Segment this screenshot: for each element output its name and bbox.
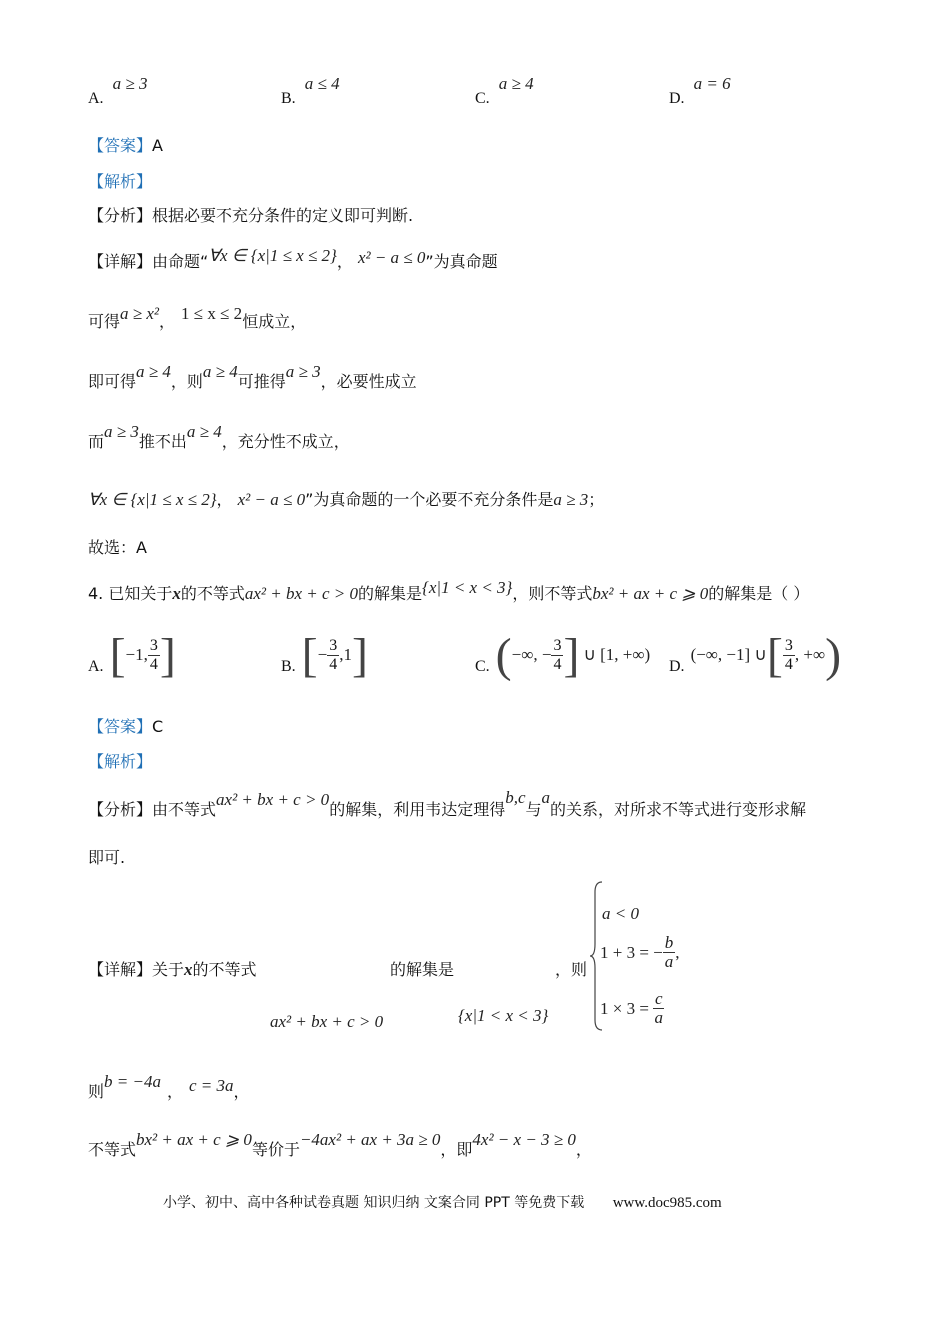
math: a ≥ 3 [104,422,139,441]
text: 则 [88,1082,105,1101]
system-eq-1 [602,904,639,924]
text: 不等式 [88,1140,137,1159]
math: a < 0 [602,904,639,923]
q4-detail-line-2 [88,1072,250,1102]
option-letter: D. [669,658,685,675]
q3-fenxi [88,206,413,226]
text: 而 [88,432,105,451]
math: ∀x ∈ {x|1 ≤ x ≤ 2} [88,490,217,509]
math: ax² + bx + c > 0 [216,790,330,809]
text: 由命题“ [152,252,209,271]
text: 推不出 [138,432,187,451]
numerator: 3 [553,636,562,654]
fraction [783,637,795,674]
q4-detail-text: 的解集是 [390,960,455,979]
numerator: b [664,933,674,952]
denominator: 4 [149,655,158,673]
math: 1 × 3 = [600,998,649,1018]
q3-conclusion: 故选：A [88,538,147,557]
math: , [675,942,680,962]
numerator: 3 [329,636,338,654]
text: 的不等式 [192,960,257,979]
q3-detail-line-1 [88,246,498,272]
math: a ≥ 3 [285,362,321,381]
q3-option-c [475,74,534,107]
system-eq-2 [600,934,680,971]
math: a ≥ x² [120,304,159,323]
text: ， [233,1082,250,1101]
q3-detail-line-4 [88,422,350,452]
answer-tag: 【答案】 [88,717,153,736]
bracket: [ [301,628,318,682]
option-math: a ≥ 3 [112,74,148,93]
numerator: 3 [784,636,793,654]
q4-detail-math: {x|1 < x < 3} [458,1006,549,1025]
q4-option-c [475,630,650,680]
math: a ≥ 4 [136,362,171,381]
q4-detail-math: ax² + bx + c > 0 [270,1012,384,1031]
text: ， [216,490,233,509]
bracket: [ [109,628,126,682]
text: 4. 已知关于 [88,584,173,603]
text: 即可得 [88,372,137,391]
fraction [148,637,160,674]
answer-value: A [152,136,163,155]
math: a ≥ 4 [186,422,222,441]
math: bx² + ax + c ⩾ 0 [592,584,709,603]
q4-detail-text: ，则 [555,960,588,979]
option-letter: B. [281,90,296,107]
q4-answer [88,717,163,737]
math: a ≥ 4 [202,362,238,381]
math: ∀x ∈ {x|1 ≤ x ≤ 2} [208,246,337,265]
math: x² − a ≤ 0 [237,490,306,509]
q3-analysis-tag: 【解析】 [88,172,153,191]
math: x [172,584,181,603]
text: ， [166,1082,183,1101]
text: ， [159,312,176,331]
fenxi-text: 根据必要不充分条件的定义即可判断. [152,206,414,225]
bracket: ] [159,628,176,682]
option-text: ∪ [1, +∞) [583,645,651,664]
q3-detail-line-5 [88,490,604,510]
q4-option-d [669,630,841,680]
denominator: 4 [784,655,793,673]
text: 与 [525,800,542,819]
text: 恒成立， [242,312,307,331]
q3-option-b [281,74,340,107]
text: 关于 [152,960,185,979]
q4-fenxi-cont: 即可. [88,848,126,867]
option-math: a ≥ 4 [498,74,534,93]
math: {x|1 < x < 3} [422,578,513,597]
bracket: ] [352,628,368,682]
denominator: 4 [329,655,338,673]
detail-tag: 【详解】 [88,252,153,271]
q3-option-d [669,74,731,107]
math: −4ax² + ax + 3a ≥ 0 [299,1130,441,1149]
option-text: ,1 [339,645,352,664]
option-text: − [317,645,328,664]
math: a ≥ 3 [553,490,589,509]
fenxi-tag: 【分析】 [88,800,153,819]
text: 的解集，利用韦达定理得 [329,800,506,819]
option-text: −1, [125,645,148,664]
text: 的解集是（ ） [708,584,810,603]
option-letter: B. [281,658,296,675]
fraction [327,637,339,674]
numerator: c [654,989,663,1008]
text: ，必要性成立 [320,372,417,391]
math: 1 + 3 = − [600,942,663,962]
math: c = 3a [188,1076,234,1095]
text: ， [336,252,353,271]
math: bx² + ax + c ⩾ 0 [136,1130,252,1149]
option-letter: A. [88,90,104,107]
q3-option-a [88,74,148,107]
text: 的关系，对所求不等式进行变形求解 [550,800,807,819]
answer-tag: 【答案】 [88,136,153,155]
fraction [653,990,665,1027]
denominator: a [654,1008,663,1027]
bracket: ( [495,628,512,682]
q4-stem [88,578,810,604]
text: 由不等式 [152,800,217,819]
text: ”为真命题 [425,252,498,271]
footer-text: 小学、初中、高中各种试卷真题 知识归纳 文案合同 PPT 等免费下载 [163,1195,585,1211]
text: ； [588,490,605,509]
math: 1 ≤ x ≤ 2 [181,304,243,323]
option-math: a ≤ 4 [304,74,340,93]
q4-detail-line-1 [88,960,257,980]
math: ax² + bx + c > 0 [244,584,359,603]
text: 可得 [88,312,121,331]
fraction [663,934,676,971]
q3-detail-line-2 [88,304,307,332]
text: 的不等式 [180,584,245,603]
text: ， [575,1140,592,1159]
system-eq-3 [600,990,664,1027]
math: b = −4a [104,1072,161,1091]
bracket: ) [825,628,842,682]
page-footer [163,1192,722,1212]
option-text: −∞, − [511,645,552,664]
bracket: [ [766,628,783,682]
option-letter: C. [475,90,490,107]
text: 的解集是 [358,584,423,603]
text: ，则 [170,372,203,391]
q4-detail-line-3 [88,1130,592,1160]
math: x² − a ≤ 0 [357,248,426,267]
option-letter: C. [475,658,490,675]
option-math: a = 6 [693,74,731,93]
fraction [551,637,563,674]
footer-url[interactable]: www.doc985.com [612,1195,722,1211]
answer-value: C [152,717,164,736]
bracket: ] [563,628,580,682]
q3-answer [88,136,163,156]
q4-option-b [281,630,368,680]
q4-analysis-tag: 【解析】 [88,752,153,771]
denominator: a [664,952,674,971]
numerator: 3 [149,636,158,654]
detail-tag: 【详解】 [88,960,153,979]
text: 等价于 [251,1140,300,1159]
option-letter: D. [669,90,685,107]
text: ”为真命题的一个必要不充分条件是 [305,490,554,509]
math: 4x² − x − 3 ≥ 0 [472,1130,576,1149]
option-letter: A. [88,658,104,675]
text: 可推得 [237,372,286,391]
fenxi-tag: 【分析】 [88,206,153,225]
option-text: , +∞ [794,645,826,664]
text: ，则不等式 [512,584,593,603]
q4-option-a [88,630,176,680]
math: b,c [505,788,526,807]
text: ，充分性不成立， [221,432,350,451]
denominator: 4 [553,655,562,673]
q4-fenxi [88,788,807,820]
q3-detail-line-3 [88,362,417,392]
math: a [541,788,551,807]
math: x [184,960,193,979]
option-text: (−∞, −1] ∪ [690,645,767,664]
text: ，即 [440,1140,473,1159]
